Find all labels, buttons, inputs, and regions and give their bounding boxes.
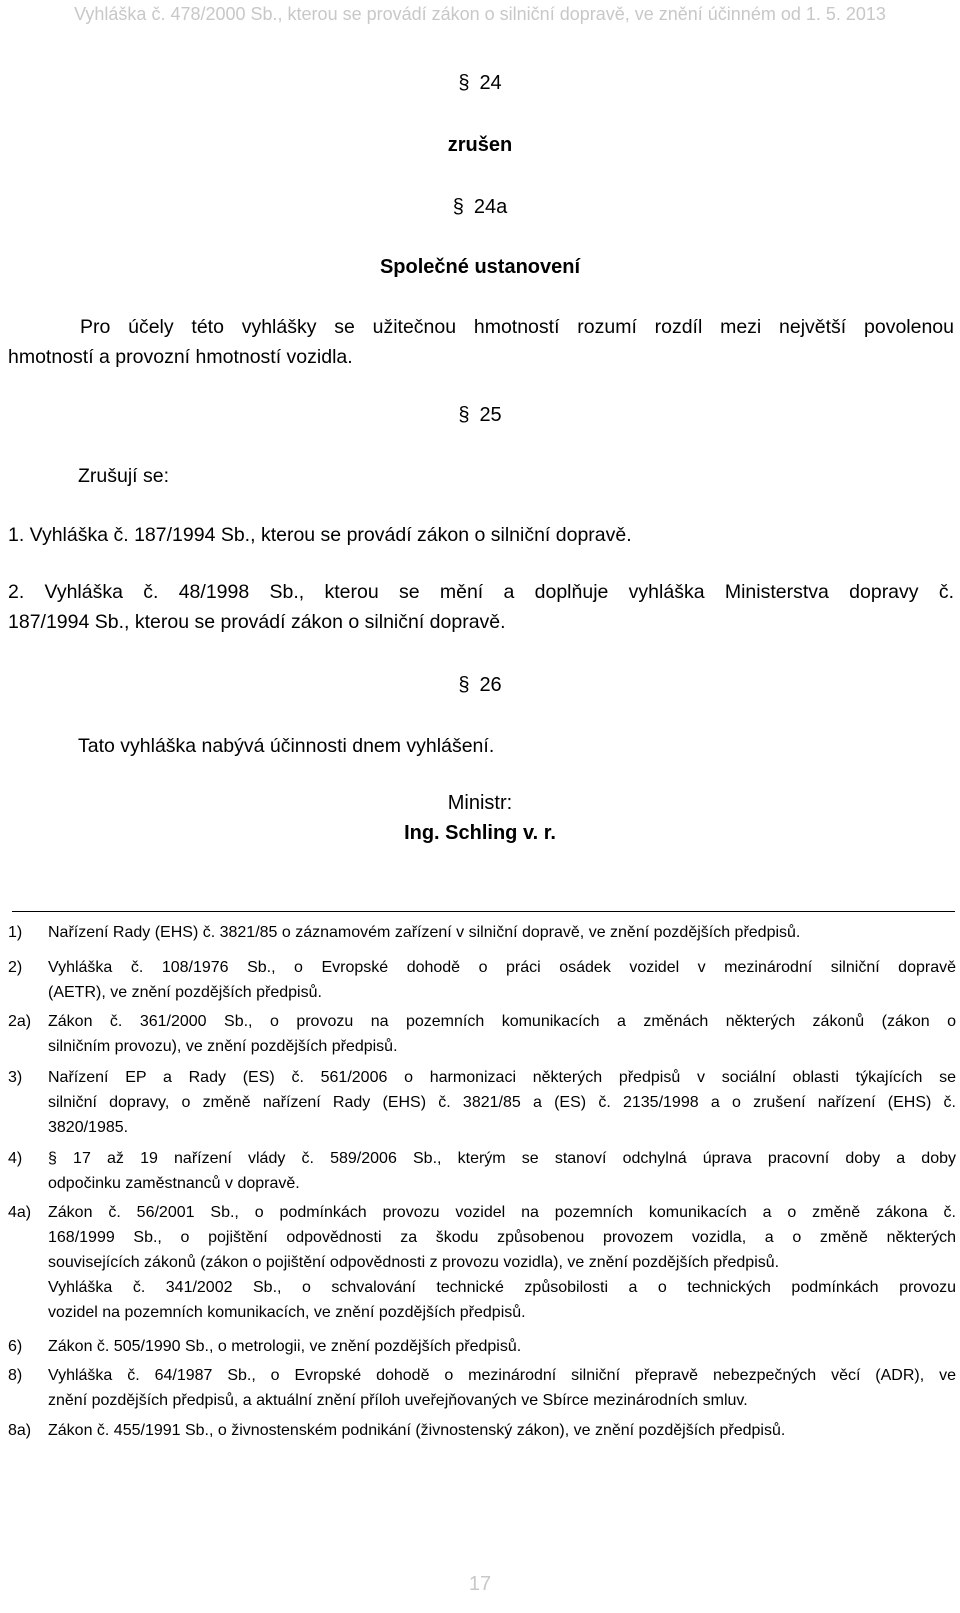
footnote-line: (AETR), ve znění pozdějších předpisů. <box>48 984 322 1001</box>
footnote-line: odpočinku zaměstnanců v dopravě. <box>48 1175 300 1192</box>
footnote-line: 3820/1985. <box>48 1119 129 1136</box>
footnote-4 <box>8 1146 956 1196</box>
footnote-line: Vyhláška č. 64/1987 Sb., o Evropské dohodě o mezinárodní silniční přepravě nebezpečných věcí (ADR), ve <box>48 1367 956 1384</box>
footnote-line: silničním provozu), ve znění pozdějších předpisů. <box>48 1038 398 1055</box>
footnote-2a <box>8 1009 956 1059</box>
footnote-number: 6) <box>8 1338 23 1355</box>
footnote-8 <box>8 1363 956 1413</box>
section-25-heading <box>0 404 960 427</box>
footnote-line: znění pozdějších předpisů, a aktuální znění příloh uveřejňovaných ve Sbírce mezinárodních smluv. <box>48 1392 748 1409</box>
footnote-number: 3) <box>8 1069 23 1086</box>
footnote-line: Nařízení Rady (EHS) č. 3821/85 o záznamovém zařízení v silniční dopravě, ve znění pozdějších předpisů. <box>48 924 801 941</box>
footnote-line: Zákon č. 505/1990 Sb., o metrologii, ve znění pozdějších předpisů. <box>48 1338 522 1355</box>
footnote-2 <box>8 955 956 1005</box>
footnote-line: Zákon č. 56/2001 Sb., o podmínkách provozu vozidel na pozemních komunikacích a o změně zákona č. <box>48 1204 956 1221</box>
section-symbol: § <box>458 72 470 94</box>
footnote-6 <box>8 1334 956 1359</box>
footnote-line: 168/1999 Sb., o pojištění odpovědnosti za škodu způsobenou provozem vozidla, a o změně některých <box>48 1229 956 1246</box>
section-number: 25 <box>479 404 502 426</box>
section-24a-text-line1: Pro účely této vyhlášky se užitečnou hmotností rozumí rozdíl mezi největší povolenou <box>80 316 954 338</box>
page-number: 17 <box>468 1573 492 1595</box>
footnote-number: 2) <box>8 959 23 976</box>
section-25-item-2-line1: 2. Vyhláška č. 48/1998 Sb., kterou se mění a doplňuje vyhláška Ministerstva dopravy č. <box>8 581 954 603</box>
footnote-line: Vyhláška č. 341/2002 Sb., o schvalování technické způsobilosti a o technických podmínkách provozu <box>48 1279 956 1296</box>
footnote-1 <box>8 920 956 945</box>
footnote-line: § 17 až 19 nařízení vlády č. 589/2006 Sb., kterým se stanoví odchylná úprava pracovní doby a doby <box>48 1150 956 1167</box>
footnote-line: Zákon č. 361/2000 Sb., o provozu na pozemních komunikacích a změnách některých zákonů (zákon o <box>48 1013 956 1030</box>
section-number: 24 <box>479 72 502 94</box>
footnote-line: Vyhláška č. 108/1976 Sb., o Evropské dohodě o práci osádek vozidel v mezinárodní silniční dopravě <box>48 959 956 976</box>
footnote-line: silniční dopravy, o změně nařízení Rady (EHS) č. 3821/85 a (ES) č. 2135/1998 a o zrušení nařízení (EHS) č. <box>48 1094 956 1111</box>
section-24a-heading <box>0 196 960 219</box>
section-number: 26 <box>479 674 502 696</box>
footnote-line: Zákon č. 455/1991 Sb., o živnostenském podnikání (živnostenský zákon), ve znění pozdějších předpisů. <box>48 1422 786 1439</box>
section-24-heading <box>0 72 960 95</box>
footnote-number: 4) <box>8 1150 23 1167</box>
section-24a-text-line2: hmotností a provozní hmotností vozidla. <box>8 346 353 368</box>
signature-role: Ministr: <box>447 792 513 814</box>
footnote-line: souvisejících zákonů (zákon o pojištění odpovědnosti z provozu vozidla), ve znění pozdějších předpisů. <box>48 1254 780 1271</box>
footnote-line: vozidel na pozemních komunikacích, ve znění pozdějších předpisů. <box>48 1304 526 1321</box>
signature-name: Ing. Schling v. r. <box>404 822 556 844</box>
footnote-3 <box>8 1065 956 1140</box>
section-26-text: Tato vyhláška nabývá účinnosti dnem vyhlášení. <box>78 735 495 757</box>
section-25-intro: Zrušují se: <box>78 465 170 487</box>
section-24-status: zrušen <box>447 134 513 156</box>
footnote-separator <box>12 911 955 912</box>
footnote-number: 8a) <box>8 1422 32 1439</box>
footnote-4a <box>8 1200 956 1325</box>
footnote-line: Nařízení EP a Rady (ES) č. 561/2006 o harmonizaci některých předpisů v sociální oblasti týkajících se <box>48 1069 956 1086</box>
footnote-number: 8) <box>8 1367 23 1384</box>
footnote-number: 1) <box>8 924 23 941</box>
section-symbol: § <box>458 404 470 426</box>
section-number: 24a <box>473 196 508 218</box>
footnote-number: 4a) <box>8 1204 32 1221</box>
section-symbol: § <box>452 196 464 218</box>
running-header: Vyhláška č. 478/2000 Sb., kterou se provádí zákon o silniční dopravě, ve znění účinném od 1. 5. 2013 <box>74 4 886 24</box>
section-symbol: § <box>458 674 470 696</box>
section-25-item-2-line2: 187/1994 Sb., kterou se provádí zákon o silniční dopravě. <box>8 611 506 633</box>
footnote-number: 2a) <box>8 1013 32 1030</box>
section-24a-title: Společné ustanovení <box>379 256 581 278</box>
section-26-heading <box>0 674 960 697</box>
section-25-item-1: 1. Vyhláška č. 187/1994 Sb., kterou se provádí zákon o silniční dopravě. <box>8 524 632 546</box>
footnote-8a <box>8 1418 956 1443</box>
